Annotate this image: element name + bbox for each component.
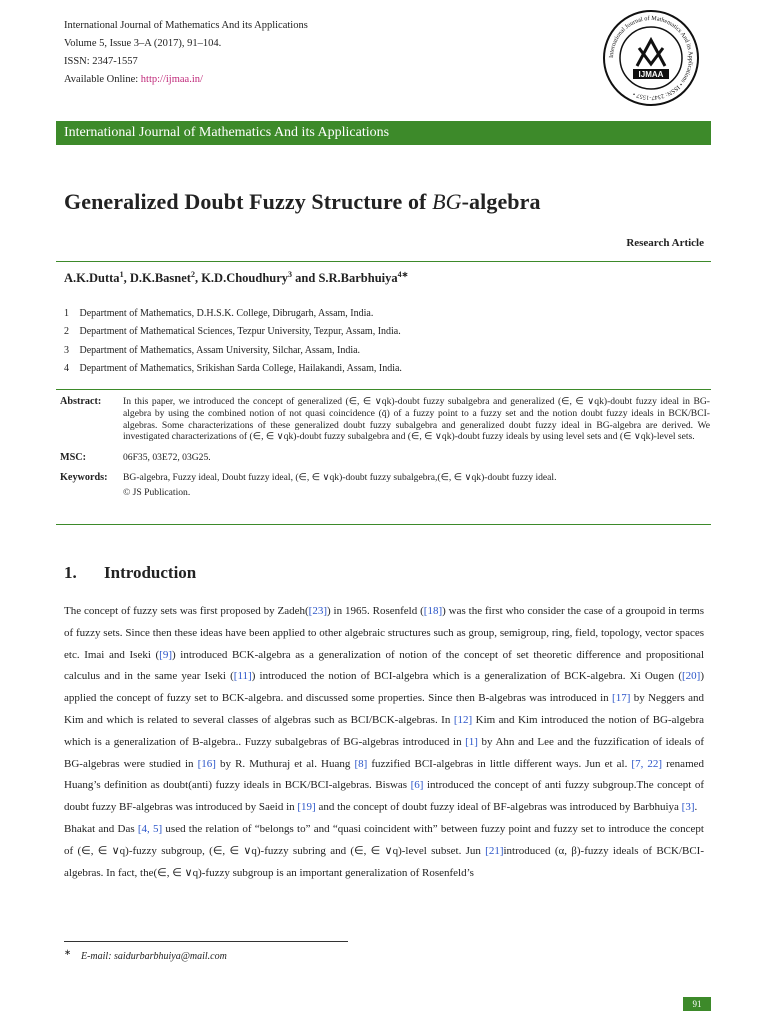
availability: [64, 71, 308, 89]
section-title: Introduction: [104, 563, 197, 582]
authors-and: and: [292, 271, 319, 286]
author-mark: 4∗: [397, 270, 409, 279]
paper-title: [64, 189, 541, 215]
svg-text:International Journal of Mathe: [608, 15, 694, 101]
rule-before-abstract: [56, 389, 711, 390]
citation-link[interactable]: [20]: [682, 670, 701, 683]
issn: ISSN: 2347-1557: [64, 56, 138, 67]
citation-link[interactable]: [4, 5]: [137, 822, 163, 835]
paragraph-1: The concept of fuzzy sets was first proposed by Zadeh([23]) in 1965. Rosenfeld ([18]) was the first who consider the case of a groupoid in terms of fuzzy sets. Since then these ideas have been applied to other algebraic structures such as group, semigroup, ring, field, topology, vector spaces etc. Imai and Iseki ([9]) introduced BCK-algebra as a generalization of notion of the concept of set theoretic difference and propositional calculus and in the same year Iseki ([11]) introduced the notion of BCI-algebra which is a generalization of BCK-algebra. Xi Ougen ([20]) applied the concept of fuzzy set to BCK-algebra. and discussed some properties. Since then B-algebras was introduced in [17] by Neggers and Kim and which is related to several classes of algebras such as BCI/BCK-algebras. In [12] Kim and Kim introduced the notion of BG-algebra which is a generalization of B-algebra.. Fuzzy subalgebras of BG-algebras introduced in [1] by Ahn and Lee and the fuzzification of ideals of BG-algebras were studied in [16] by R. Muthuraj et al. Huang [8] fuzzified BCI-algebras in little different ways. Jun et al. [7, 22] renamed Huang’s definition as doubt(anti) fuzzy ideals in BCK/BCI-algebras. Biswas [6] introduced the concept of anti fuzzy subgroup.The concept of doubt fuzzy BF-algebras was introduced by Saeid in [19] and the concept of doubt fuzzy ideal of BF-algebras was introduced by Barbhuiya [3].: [64, 605, 705, 814]
abstract-block: [60, 396, 710, 499]
journal-info: [64, 17, 308, 89]
affiliation-num: 1: [64, 308, 69, 319]
keywords-text: BG-algebra, Fuzzy ideal, Doubt fuzzy ideal, (∈, ∈ ∨qk)-doubt fuzzy subalgebra,(∈, ∈ ∨qk)-doubt fuzzy ideal.: [123, 471, 557, 483]
logo-center-text: IJMAA: [638, 70, 664, 79]
compass-square-emblem: [637, 40, 665, 66]
msc-row: [60, 452, 710, 464]
title-prefix: Generalized Doubt Fuzzy Structure of: [64, 189, 433, 214]
affiliation-num: 3: [64, 344, 69, 356]
citation-link[interactable]: [17]: [612, 692, 631, 705]
msc-label: MSC:: [60, 452, 87, 464]
footnote-email: E-mail: saidurbarbhuiya@mail.com: [80, 951, 227, 963]
journal-banner: International Journal of Mathematics And its Applications: [56, 121, 711, 145]
author-name: K.D.Choudhury: [201, 271, 289, 286]
volume-info: Volume 5, Issue 3–A (2017), 91–104.: [64, 38, 222, 49]
citation-link[interactable]: [18]: [423, 605, 443, 617]
citation-link[interactable]: [3]: [681, 801, 695, 814]
msc-text: 06F35, 03E72, 03G25.: [123, 452, 211, 464]
affiliation-item: [64, 342, 402, 360]
citation-link[interactable]: [23]: [308, 605, 327, 617]
paragraph-2: Bhakat and Das [4, 5] used the relation of “belongs to” and “quasi coincident with” between fuzzy point and fuzzy set to introduce the concept of (∈, ∈ ∨q)-fuzzy subgroup, (∈, ∈ ∨q)-fuzzy subring and (∈, ∈ ∨q)-level subset. Jun [21]introduced (α, β)-fuzzy ideals of BCK/BCI-algebras. In fact, the(∈, ∈ ∨q)-fuzzy subgroup is an important generalization of Rosenfeld’s: [64, 822, 704, 879]
abstract-row: [60, 396, 710, 443]
body-text: [64, 601, 704, 884]
abstract-text: In this paper, we introduced the concept of generalized (∈, ∈ ∨qk)-doubt fuzzy subalgebra and generalized (∈, ∈ ∨qk)-doubt fuzzy ideal in BG-algebra by using the combined notion of not quasi coincidence (q̄) of a fuzzy point to a fuzzy set and the notion doubt fuzzy ideals in BCK/BCI-algebras. Some characterizations of these generalized doubt fuzzy subalgebra and generalized doubt fuzzy ideal in BG-algebra are derived. We investigated characterizations of (∈, ∈ ∨qk)-doubt fuzzy subalgebra and (∈, ∈ ∨qk)-doubt fuzzy ideals by using level sets and (∈ ∨qk)-level sets.: [123, 396, 710, 443]
affiliation-text: Department of Mathematics, Assam University, Silchar, Assam, India.: [79, 344, 361, 356]
journal-logo-seal: [601, 8, 701, 108]
citation-link[interactable]: [8]: [354, 757, 368, 770]
affiliation-text: Department of Mathematical Sciences, Tezpur University, Tezpur, Assam, India.: [79, 326, 401, 338]
author-name: A.K.Dutta: [64, 271, 120, 286]
footnote-mark: ∗: [64, 948, 71, 957]
affiliation-list: [64, 305, 402, 378]
abstract-label: Abstract:: [60, 396, 102, 407]
keywords-label: Keywords:: [60, 471, 108, 483]
logo-ring-text: International Journal of Mathematics And its Applications • ISSN: 2347-1557 •: [607, 14, 695, 102]
citation-link[interactable]: [9]: [159, 648, 172, 661]
journal-name: International Journal of Mathematics And its Applications: [64, 20, 308, 31]
keywords-row: [60, 472, 710, 499]
footnote-rule: [64, 941, 348, 942]
article-type: Research Article: [626, 237, 704, 249]
author-list: A.K.Dutta$^1$, D.K.Basnet$^2$, K.D.Choudhury$^3$ and S.R.Barbhuiya$^{4∗}$: [64, 270, 409, 286]
author-mark: 3: [288, 270, 293, 279]
citation-link[interactable]: [7, 22]: [631, 757, 663, 770]
author-name: S.R.Barbhuiya: [318, 271, 398, 286]
title-suffix: -algebra: [461, 189, 541, 214]
journal-url-link[interactable]: http://ijmaa.in/: [140, 74, 203, 85]
affiliation-item: [64, 323, 402, 341]
citation-link[interactable]: [19]: [297, 801, 316, 814]
citation-link[interactable]: [1]: [465, 735, 478, 748]
rule-after-type: [56, 261, 711, 262]
affiliation-item: [64, 305, 402, 323]
available-label: Available Online:: [64, 74, 141, 85]
affiliation-num: 4: [64, 362, 69, 374]
citation-link[interactable]: [16]: [197, 757, 216, 770]
affiliation-text: Department of Mathematics, D.H.S.K. College, Dibrugarh, Assam, India.: [79, 308, 374, 319]
publication-note: © JS Publication.: [123, 486, 191, 498]
affiliation-item: [64, 360, 402, 378]
author-name: D.K.Basnet: [129, 271, 191, 286]
affiliation-num: 2: [64, 326, 69, 338]
citation-link[interactable]: [11]: [233, 670, 252, 683]
author-mark: 1: [119, 270, 124, 279]
title-math: BG: [432, 189, 462, 214]
affiliation-text: Department of Mathematics, Srikishan Sarda College, Hailakandi, Assam, India.: [79, 362, 402, 374]
footnote: [64, 947, 227, 962]
author-mark: 2: [190, 270, 195, 279]
page-number: 91: [683, 997, 711, 1011]
citation-link[interactable]: [21]: [485, 844, 504, 857]
section-heading: [64, 563, 196, 583]
citation-link[interactable]: [6]: [410, 779, 424, 792]
rule-after-abstract: [56, 524, 711, 525]
citation-link[interactable]: [12]: [453, 713, 473, 726]
section-number: 1.: [64, 563, 77, 582]
